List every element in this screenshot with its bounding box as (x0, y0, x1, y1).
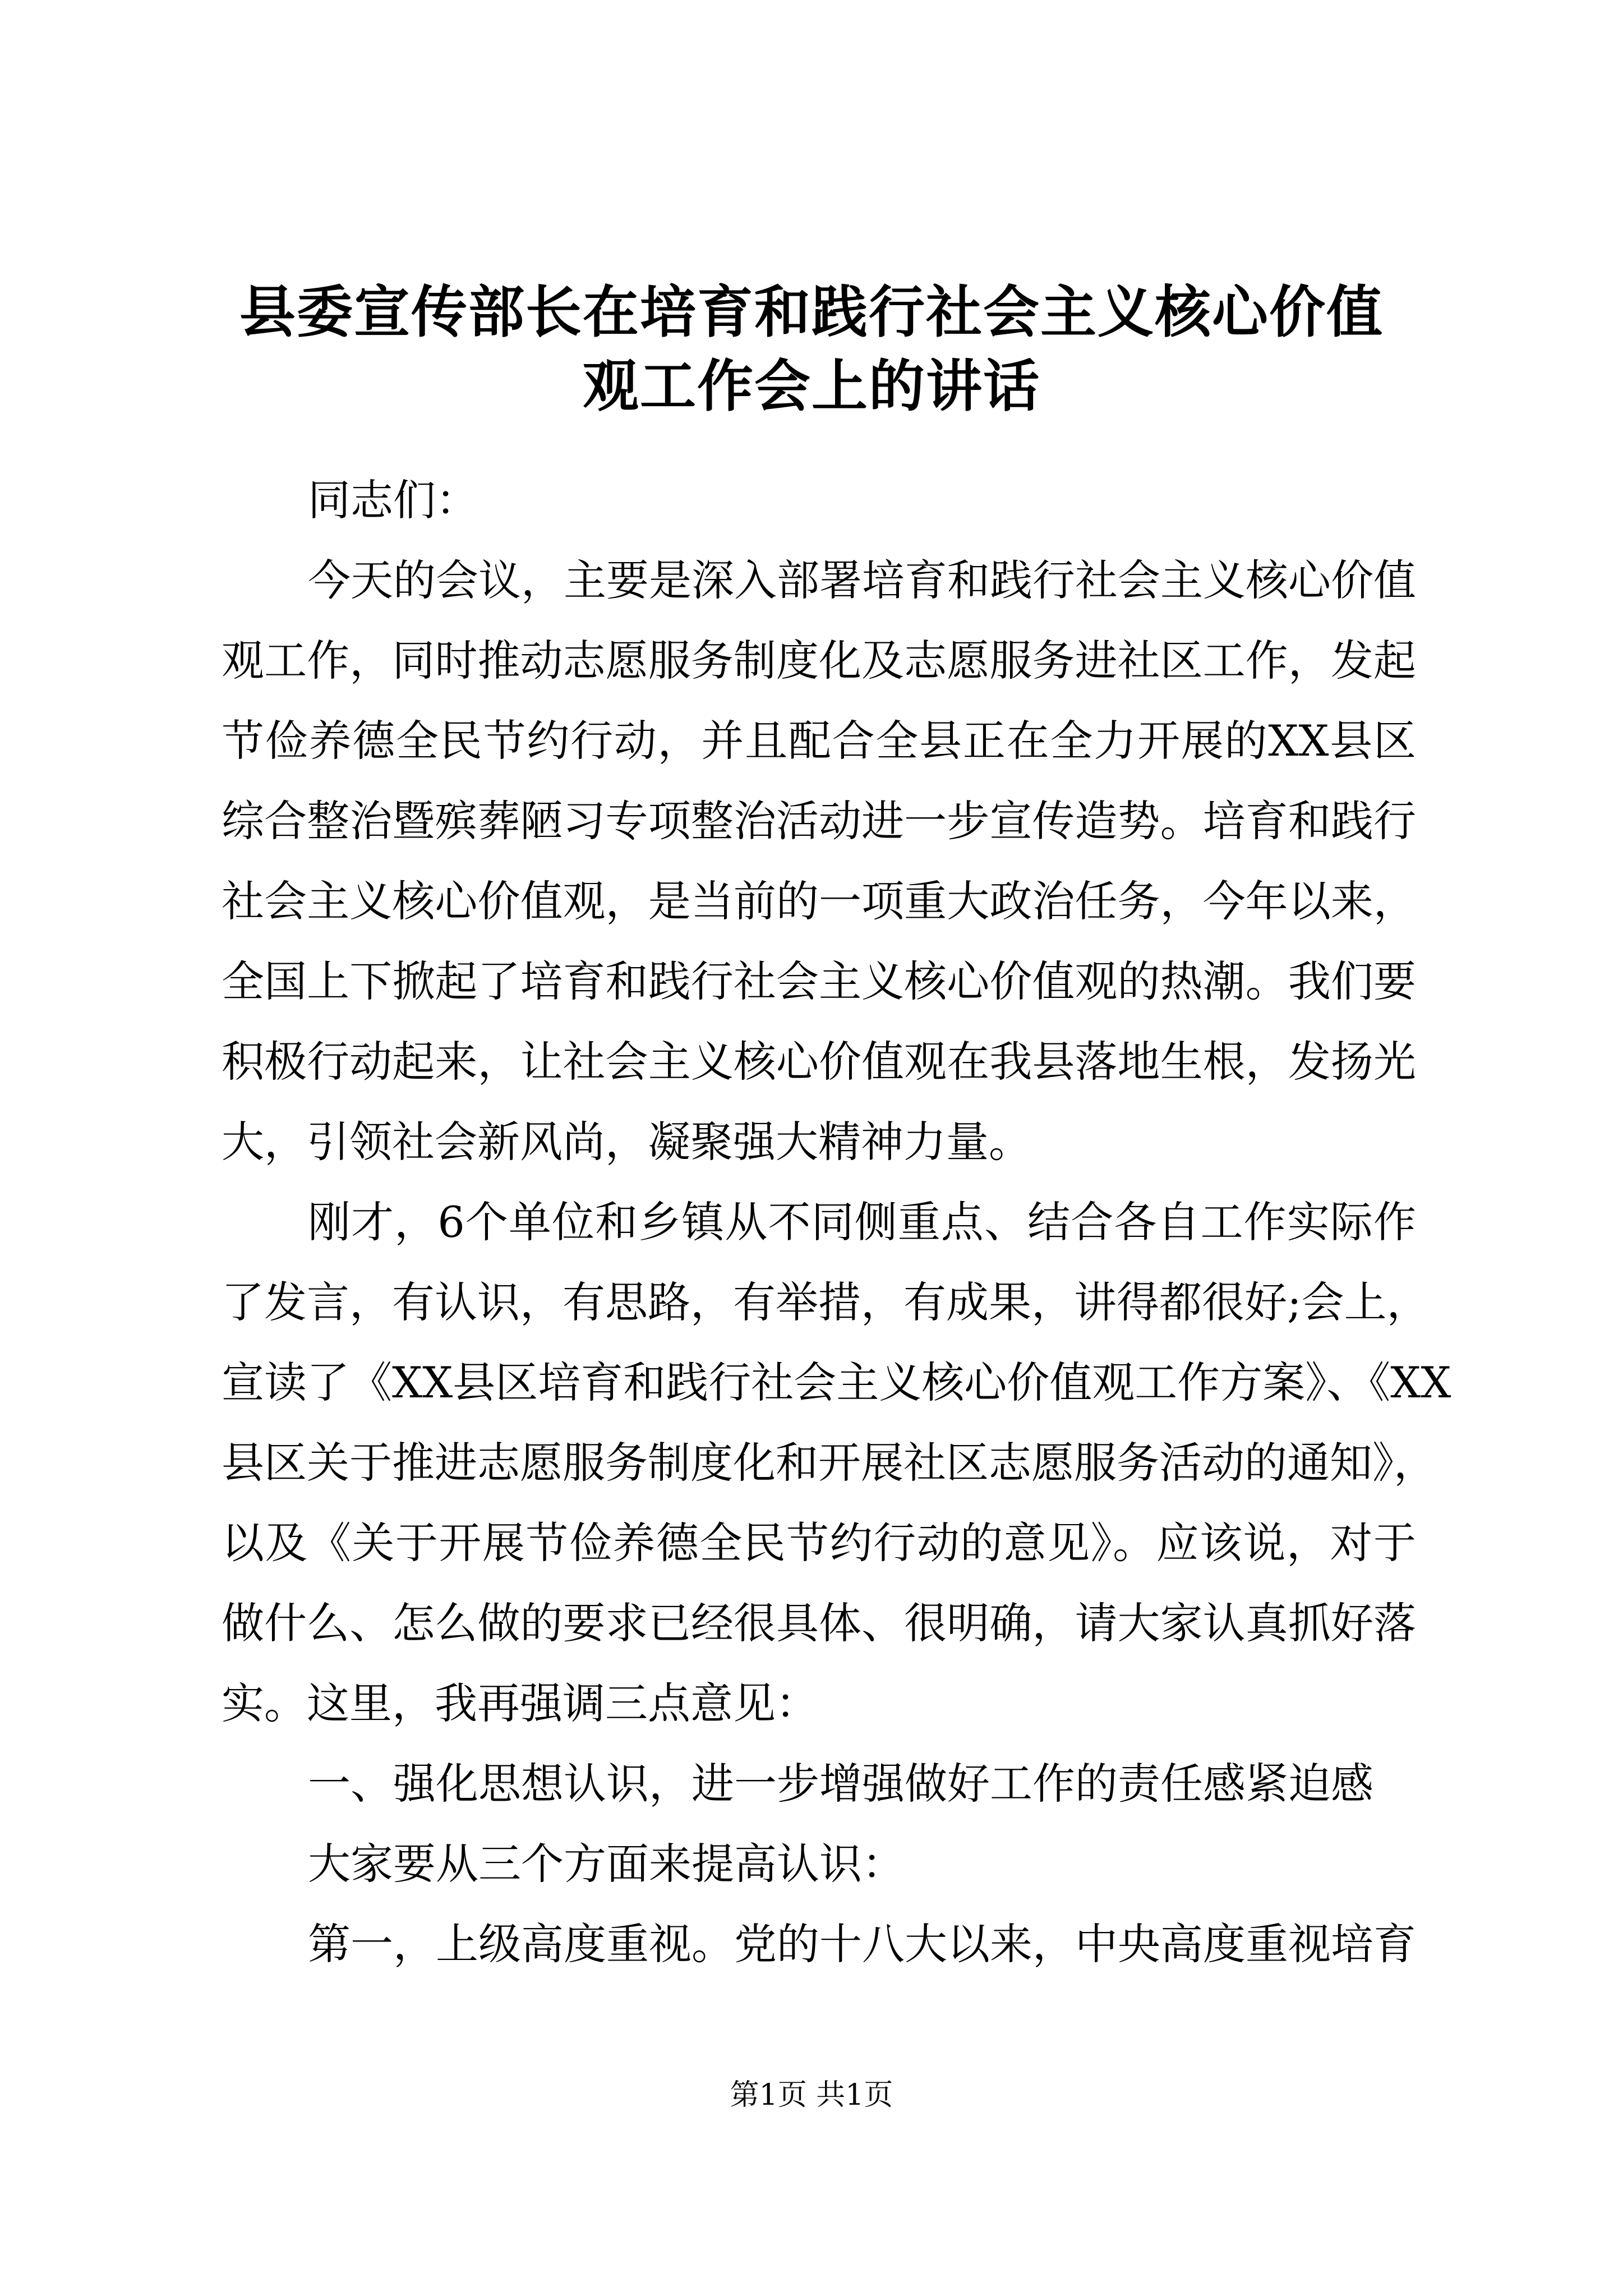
paragraph-line: 了发言，有认识，有思路，有举措，有成果，讲得都很好;会上， (222, 1277, 1430, 1327)
title-line: 观工作会上的讲话 (583, 353, 1040, 419)
salutation: 同志们： (308, 475, 478, 525)
section-heading: 一、强化思想认识，进一步增强做好工作的责任感紧迫感 (308, 1759, 1373, 1809)
paragraph-line: 宣读了《XX县区培育和践行社会主义核心价值观工作方案》、《XX (222, 1358, 1451, 1407)
title-line: 县委宣传部长在培育和践行社会主义核心价值 (239, 279, 1384, 345)
paragraph-line: 节俭养德全民节约行动，并且配合全县正在全力开展的XX县区 (222, 716, 1416, 766)
paragraph-line: 刚才，6个单位和乡镇从不同侧重点、结合各自工作实际作 (308, 1197, 1416, 1247)
document-body (222, 460, 1451, 1984)
paragraph-line: 县区关于推进志愿服务制度化和开展社区志愿服务活动的通知》， (222, 1438, 1436, 1488)
paragraph-line: 以及《关于开展节俭养德全民节约行动的意见》。应该说，对于 (222, 1518, 1416, 1568)
paragraph-line: 第一，上级高度重视。党的十八大以来，中央高度重视培育 (308, 1919, 1416, 1969)
paragraph-line: 社会主义核心价值观，是当前的一项重大政治任务，今年以来， (222, 876, 1416, 926)
paragraph-line: 积极行动起来，让社会主义核心价值观在我县落地生根，发扬光 (222, 1037, 1416, 1087)
paragraph-line: 大，引领社会新风尚，凝聚强大精神力量。 (222, 1117, 1031, 1167)
paragraph-line: 综合整治暨殡葬陋习专项整治活动进一步宣传造势。培育和践行 (222, 796, 1416, 846)
paragraph-line: 大家要从三个方面来提高认识： (308, 1839, 905, 1889)
paragraph-line: 今天的会议，主要是深入部署培育和践行社会主义核心价值 (308, 555, 1416, 605)
page-footer: 第1页 共1页 (730, 2078, 893, 2112)
paragraph-line: 做什么、怎么做的要求已经很具体、很明确，请大家认真抓好落 (222, 1598, 1416, 1648)
paragraph-line: 观工作，同时推动志愿服务制度化及志愿服务进社区工作，发起 (222, 636, 1416, 685)
paragraph-line: 实。这里，我再强调三点意见： (222, 1678, 818, 1728)
paragraph-line: 全国上下掀起了培育和践行社会主义核心价值观的热潮。我们要 (222, 956, 1416, 1006)
document-title (185, 275, 1438, 423)
